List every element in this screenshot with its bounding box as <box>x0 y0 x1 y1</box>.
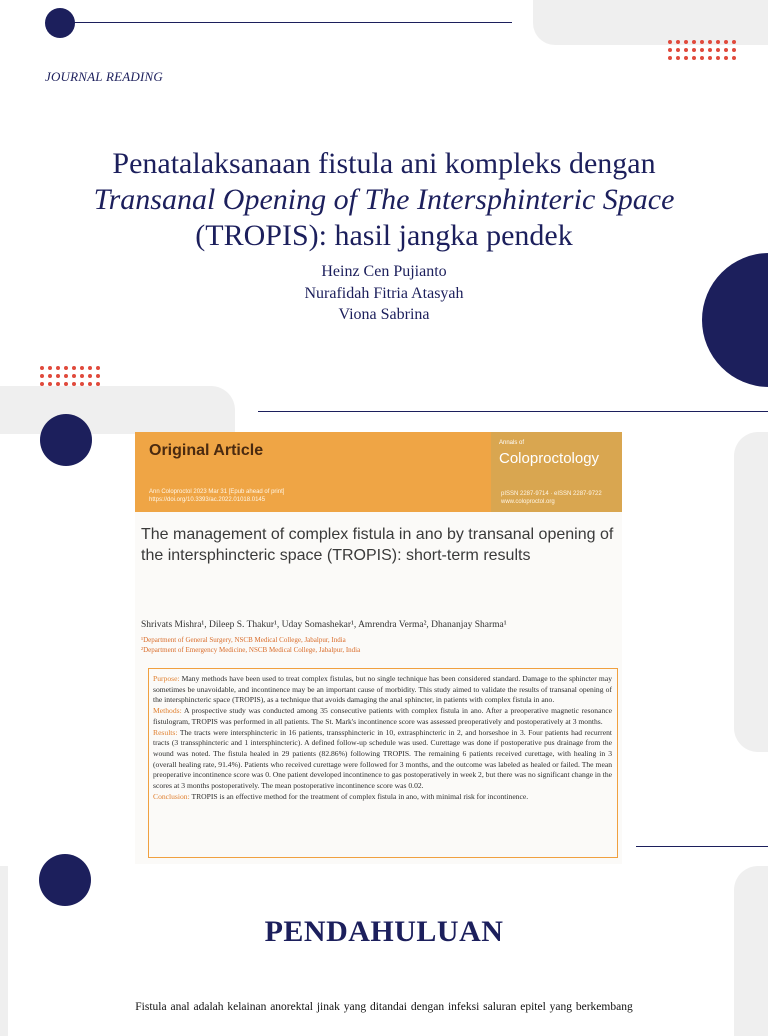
conclusion-label: Conclusion: <box>153 791 190 801</box>
title-line-2: Transanal Opening of The Intersphinteric Space <box>93 183 675 216</box>
right-grey-block <box>734 432 768 752</box>
journal-issn <box>501 490 602 506</box>
journal-name: Coloproctology <box>499 450 600 467</box>
purpose-label: Purpose: <box>153 674 180 683</box>
left-grey-block <box>0 386 235 434</box>
article-authors: Shrivats Mishra¹, Dileep S. Thakur¹, Uday Somashekar¹, Amrendra Verma², Dhananjay Sharma¹ <box>141 620 507 630</box>
citation-line: Ann Coloproctol 2023 Mar 31 [Epub ahead of print] <box>149 489 285 495</box>
author-name: Heinz Cen Pujianto <box>321 263 447 280</box>
bottom-right-grey-block <box>734 866 768 1036</box>
abstract-box <box>148 668 618 858</box>
journal-website: www.coloproctol.org <box>501 499 555 505</box>
conclusion-text: TROPIS is an effective method for the treatment of complex fistula in ano, with minimal risk for incontinence. <box>189 791 529 801</box>
left-circle-upper <box>40 414 92 466</box>
department-2: ²Department of Emergency Medicine, NSCB Medical College, Jabalpur, India <box>141 646 361 654</box>
right-divider <box>636 846 768 847</box>
journal-reading-label: JOURNAL READING <box>45 69 163 84</box>
article-type: Original Article <box>149 442 264 459</box>
doi-line: https://doi.org/10.3393/ac.2022.01018.0145 <box>149 497 266 503</box>
title-line-3: (TROPIS): hasil jangka pendek <box>195 219 573 252</box>
top-left-circle <box>45 8 75 38</box>
top-right-dot-grid <box>668 40 736 60</box>
methods-text: A prospective study was conducted among 35 consecutive patients with complex fistula in ano. After a preoperative magnetic resonance fistulogram, TROPIS was performed in all patients. The St. Mark's incontinence score was assessed preoperatively and postoperatively at 3 months. <box>153 706 612 726</box>
article-title: The management of complex fistula in ano by transanal opening of the intersphincteric space (TROPIS): short-term results <box>141 526 614 564</box>
journal-logo <box>491 432 622 512</box>
article-preview <box>135 432 622 864</box>
section-heading: PENDAHULUAN <box>264 915 504 948</box>
issn-line: pISSN 2287-9714 · eISSN 2287-9722 <box>501 491 602 497</box>
article-citation <box>149 488 284 504</box>
top-divider <box>60 22 512 23</box>
page-title <box>60 146 708 254</box>
title-line-1: Penatalaksanaan fistula ani kompleks dengan <box>112 147 656 180</box>
department-1: ¹Department of General Surgery, NSCB Medical College, Jabalpur, India <box>141 636 346 644</box>
top-right-grey-block <box>533 0 768 45</box>
author-name: Nurafidah Fitria Atasyah <box>304 285 464 302</box>
body-paragraph: Fistula anal adalah kelainan anorektal jinak yang ditandai dengan infeksi saluran epitel yang berkembang <box>135 1001 633 1013</box>
middle-divider <box>258 411 768 412</box>
results-label: Results: <box>153 727 178 737</box>
results-text: The tracts were intersphincteric in 16 patients, transsphincteric in 10, extrasphincteric in 2, and horseshoe in 3. Four patients had recurrent tracts (3 transsphincteric and 1 intersphincteric). A defined follow-up schedule was used. Curettage was done if postoperative pus drainage from the wound was noted. The fistula healed in 29 patients (82.86%) following TROPIS. The remaining 6 patients received curettage, with healing in 3 (overall healing rate, 91.4%). Patients who received curettage were followed for 3 months, and the outcome was labeled as healed or failed. The mean preoperative incontinence score was 0. One patient developed incontinence to gas postoperatively in week 2, but there was no significant change in the scores at 3 months postoperatively. The mean postoperative incontinence score was 0.02. <box>153 727 612 791</box>
purpose-text: Many methods have been used to treat complex fistulas, but no single technique has been considered standard. Damage to the sphincter may sometimes be unavoidable, and incontinence may be an important cause of morbidity. This study aimed to validate the results of transanal opening of the intersphincteric space (TROPIS), as a technique that avoids damaging the anal sphincter, in patients with complex fistula in ano. <box>153 674 612 705</box>
methods-label: Methods: <box>153 706 182 716</box>
left-circle-lower <box>39 854 91 906</box>
article-banner <box>135 432 622 512</box>
author-name: Viona Sabrina <box>338 306 430 323</box>
bottom-left-grey-block <box>0 866 8 1036</box>
journal-small-title: Annals of <box>499 440 525 446</box>
left-dot-grid <box>40 366 100 386</box>
